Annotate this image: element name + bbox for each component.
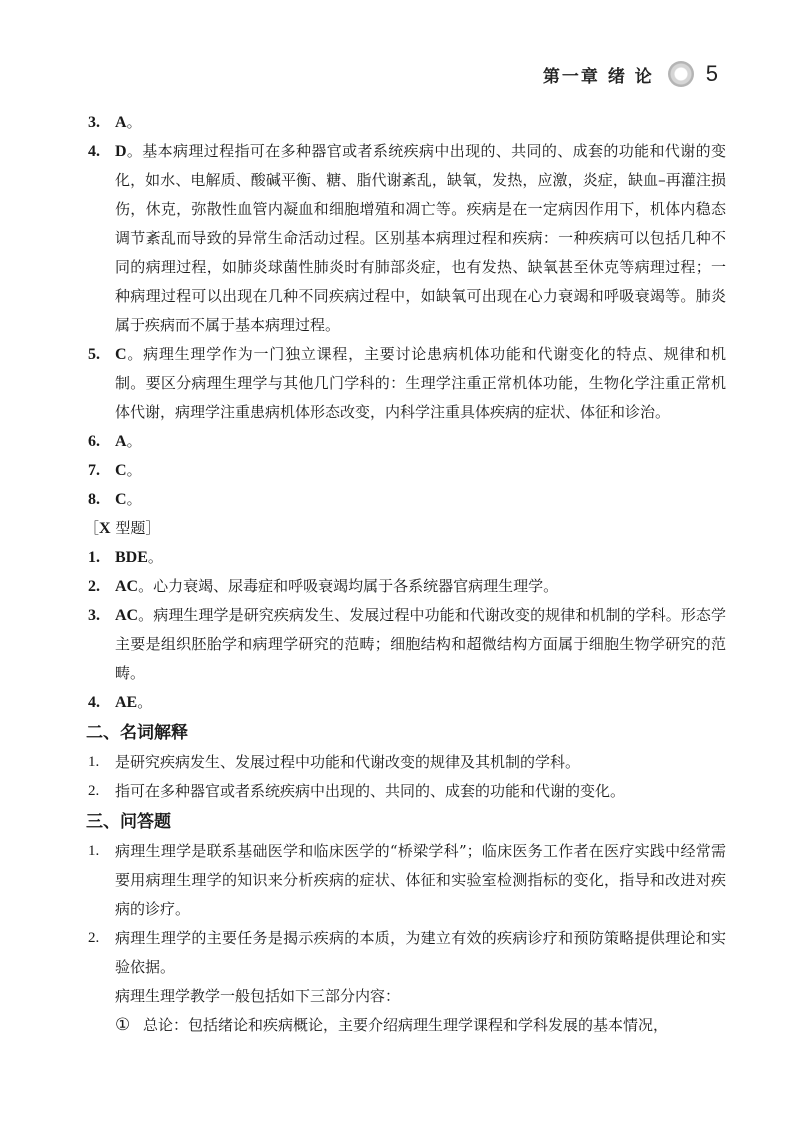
answer-key: A (115, 114, 127, 131)
answer-text: 。病理生理学是研究疾病发生、发展过程中功能和代谢改变的规律和机制的学科。形态学主要是组织胚胎学和病理学研究的范畴；细胞结构和超微结构方面属于细胞生物学研究的范畴。 (115, 606, 726, 682)
x-type-suffix: 型题 (110, 519, 146, 537)
answer-item (88, 572, 726, 601)
answer-number: 6. (88, 433, 100, 450)
answer-item (88, 688, 726, 717)
answer-number: 5. (88, 346, 100, 363)
x-type-label: X (99, 520, 111, 537)
answer-text: 。病理生理学作为一门独立课程，主要讨论患病机体功能和代谢变化的特点、规律和机制。要区分病理生理学与其他几门学科的：生理学注重正常机体功能，生物化学注重正常机体代谢，病理学注重患病机体形态改变，内科学注重具体疾病的症状、体征和诊治。 (115, 345, 726, 421)
bracket-close: ］ (145, 519, 161, 537)
answer-number: 1. (88, 549, 100, 566)
page-number: 5 (705, 61, 718, 86)
answer-item (88, 543, 726, 572)
answer-item (88, 108, 726, 137)
answer-key: AC (115, 607, 139, 624)
qa-paragraph: 病理生理学教学一般包括如下三部分内容： (115, 987, 401, 1005)
section-heading-qa: 三、问答题 (86, 812, 171, 832)
definition-item (88, 777, 726, 806)
answer-text: 。 (126, 461, 142, 479)
running-header (543, 58, 718, 90)
answer-key: D (115, 143, 127, 160)
circled-text: 总论：包括绪论和疾病概论，主要介绍病理生理学课程和学科发展的基本情况， (143, 1016, 669, 1034)
answer-key: C (115, 491, 127, 508)
answer-item (88, 456, 726, 485)
answer-item (88, 601, 726, 688)
answer-text: 。 (126, 113, 142, 131)
x-type-heading (84, 514, 726, 543)
definition-number: 2. (88, 783, 100, 799)
answer-number: 8. (88, 491, 100, 508)
qa-number: 2. (88, 930, 100, 946)
answer-text: 。 (126, 490, 142, 508)
page-content (84, 108, 726, 1040)
circled-number: ① (115, 1015, 131, 1035)
answer-text: 。 (147, 548, 163, 566)
qa-number: 1. (88, 843, 100, 859)
circled-list-item (88, 1011, 726, 1040)
answer-item (88, 340, 726, 427)
answer-key: AE (115, 694, 138, 711)
answer-key: C (115, 462, 127, 479)
answer-item (88, 137, 726, 340)
definition-item (88, 748, 726, 777)
decorative-ring-icon (668, 61, 694, 87)
answer-text: 。基本病理过程指可在多种器官或者系统疾病中出现的、共同的、成套的功能和代谢的变化，如水、电解质、酸碱平衡、糖、脂代谢紊乱，缺氧，发热，应激，炎症，缺血–再灌注损伤，休克，弥散性血管内凝血和细胞增殖和凋亡等。疾病是在一定病因作用下，机体内稳态调节紊乱而导致的异常生命活动过程。区别基本病理过程和疾病：一种疾病可以包括几种不同的病理过程，如肺炎球菌性肺炎时有肺部炎症，也有发热、缺氧甚至休克等病理过程；一种病理过程可以出现在几种不同疾病过程中，如缺氧可出现在心力衰竭和呼吸衰竭等。肺炎属于疾病而不属于基本病理过程。 (115, 142, 726, 334)
answer-number: 4. (88, 694, 100, 711)
qa-item (88, 924, 726, 982)
qa-text: 病理生理学是联系基础医学和临床医学的“桥梁学科”；临床医务工作者在医疗实践中经常需要用病理生理学的知识来分析疾病的症状、体征和实验室检测指标的变化，指导和改进对疾病的诊疗。 (115, 842, 726, 918)
answer-key: BDE (115, 549, 148, 566)
answer-text: 。 (126, 432, 142, 450)
answer-text: 。 (137, 693, 153, 711)
answer-number: 3. (88, 607, 100, 624)
bracket-open: ［ (84, 519, 100, 537)
definition-text: 指可在多种器官或者系统疾病中出现的、共同的、成套的功能和代谢的变化。 (115, 782, 626, 800)
definition-number: 1. (88, 754, 100, 770)
answer-key: A (115, 433, 127, 450)
answer-item (88, 427, 726, 456)
answer-text: 。心力衰竭、尿毒症和呼吸衰竭均属于各系统器官病理生理学。 (138, 577, 559, 595)
section-heading-terms: 二、名词解释 (86, 723, 188, 743)
answer-number: 3. (88, 114, 100, 131)
answer-number: 2. (88, 578, 100, 595)
answer-key: AC (115, 578, 139, 595)
qa-text: 病理生理学的主要任务是揭示疾病的本质，为建立有效的疾病诊疗和预防策略提供理论和实验依据。 (115, 929, 726, 976)
chapter-title: 第一章 绪 论 (542, 66, 654, 87)
definition-text: 是研究疾病发生、发展过程中功能和代谢改变的规律及其机制的学科。 (115, 753, 581, 771)
answer-item (88, 485, 726, 514)
answer-number: 4. (88, 143, 100, 160)
answer-number: 7. (88, 462, 100, 479)
qa-item (88, 837, 726, 924)
answer-key: C (115, 346, 127, 363)
